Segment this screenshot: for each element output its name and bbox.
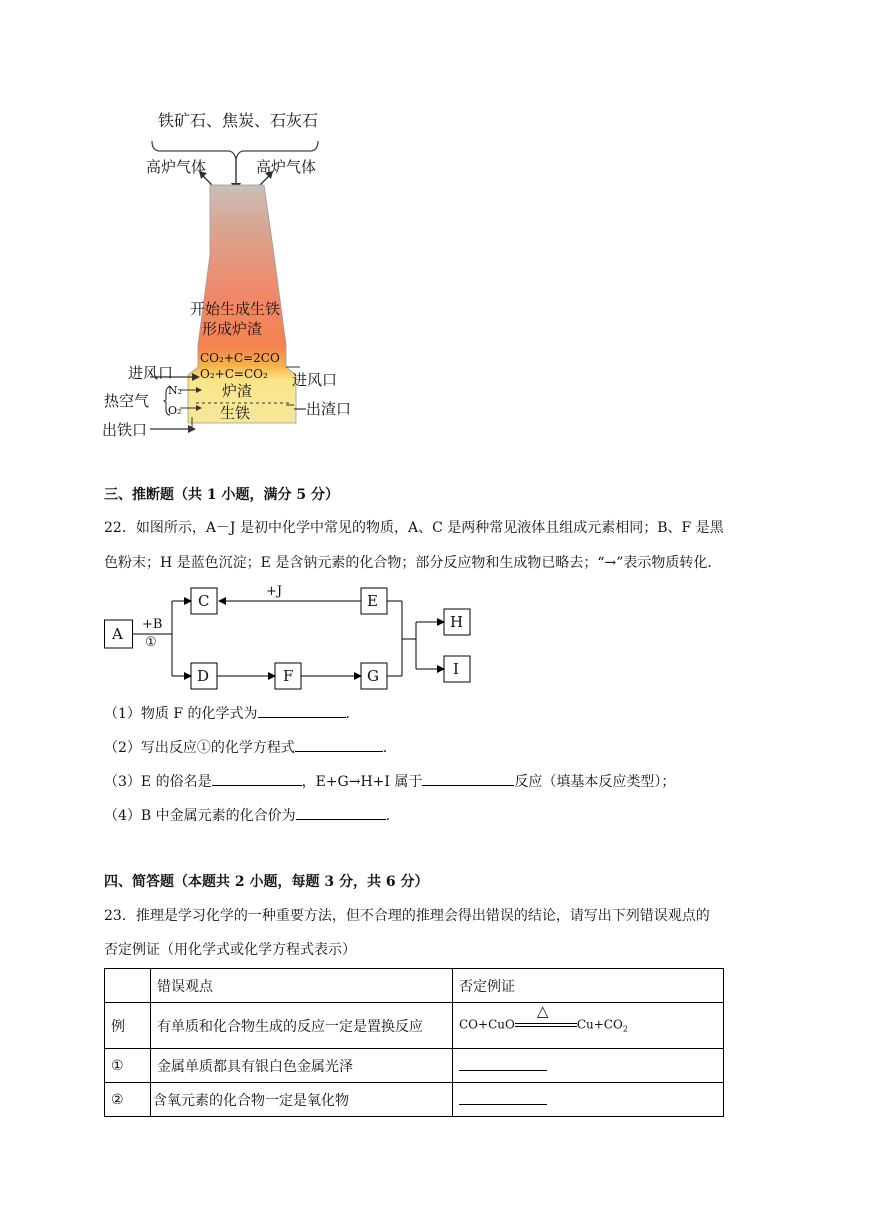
eq-left: CO+CuO — [459, 1017, 515, 1032]
q22-text-line1: 22．如图所示，A－J 是初中化学中常见的物质，A、C 是两种常见液体且组成元素相同；B、F 是黑 — [104, 520, 724, 536]
table-header-view: 错误观点 — [151, 969, 453, 1003]
row-label: ① — [105, 1049, 151, 1083]
table-row — [105, 1003, 724, 1049]
q22-sub4-end: ． — [385, 808, 400, 824]
q23-text-line1: 23．推理是学习化学的一种重要方法，但不合理的推理会得出错误的结论，请写出下列错误观点的 — [104, 908, 710, 924]
zone-iron-label: 开始生成生铁 — [190, 300, 281, 318]
section3-heading: 三、推断题（共 1 小题，满分 5 分） — [104, 487, 339, 503]
table-header-example: 否定例证 — [453, 969, 724, 1003]
hot-air-label: 热空气 — [104, 392, 150, 410]
node-g: G — [367, 667, 379, 685]
blast-furnace-figure — [100, 105, 360, 440]
o2-label: O₂ — [168, 404, 182, 417]
q22-sub3 — [104, 771, 675, 792]
row-view: 有单质和化合物生成的反应一定是置换反应 — [151, 1003, 453, 1049]
table-row — [105, 1049, 724, 1083]
zone-slag-label: 形成炉渣 — [202, 320, 263, 338]
eq-sign — [515, 1001, 577, 1032]
label-plus-j: +J — [266, 584, 283, 599]
answer-blank-row1[interactable] — [459, 1056, 547, 1071]
inference-diagram — [104, 582, 474, 692]
node-c: C — [198, 592, 210, 610]
reaction-2: O₂+C=CO₂ — [200, 367, 268, 381]
label-plus-b: +B — [142, 617, 163, 632]
node-d: D — [197, 667, 210, 685]
row-example-blank[interactable] — [453, 1049, 724, 1083]
row-example-equation — [453, 1003, 724, 1049]
node-i: I — [453, 660, 459, 678]
table-header-row — [105, 969, 724, 1003]
row-view: 含氧元素的化合物一定是氧化物 — [151, 1083, 453, 1117]
reaction-1: CO₂+C=2CO — [200, 351, 280, 365]
section4-heading: 四、简答题（本题共 2 小题，每题 3 分，共 6 分） — [104, 874, 429, 890]
slag-outlet-label: 出渣口 — [306, 400, 352, 418]
label-circle-1: ① — [145, 635, 157, 650]
inlet-right-label: 进风口 — [292, 371, 338, 389]
gas-left-label: 高炉气体 — [146, 158, 207, 176]
node-a: A — [112, 625, 123, 643]
furnace-inputs-label: 铁矿石、焦炭、石灰石 — [158, 111, 319, 130]
answer-blank-f[interactable] — [258, 703, 346, 718]
answer-blank-reaction-type[interactable] — [422, 771, 514, 786]
row-example-blank[interactable] — [453, 1083, 724, 1117]
q22-sub4-text: （4）B 中金属元素的化合价为 — [104, 808, 296, 824]
table-header-blank — [105, 969, 151, 1003]
heat-triangle-icon: △ — [536, 1001, 549, 1020]
q23-text-line2: 否定例证（用化学式或化学方程式表示） — [104, 942, 356, 958]
counterexample-table — [104, 968, 724, 1117]
q22-sub3-mid: ，E+G→H+I 属于 — [301, 774, 423, 790]
answer-blank-e-name[interactable] — [212, 771, 302, 786]
q22-sub3-end: 反应（填基本反应类型）； — [514, 774, 676, 790]
q22-text-line2: 色粉末；H 是蓝色沉淀；E 是含钠元素的化合物；部分反应物和生成物已略去；“→”表示物质转化． — [104, 555, 722, 571]
q22-sub2-text: （2）写出反应①的化学方程式 — [104, 740, 295, 756]
q22-sub2 — [104, 737, 397, 758]
iron-outlet-label: 出铁口 — [102, 421, 148, 439]
answer-blank-equation[interactable] — [295, 737, 383, 752]
q22-sub2-end: ． — [382, 740, 397, 756]
gas-right-label: 高炉气体 — [256, 158, 317, 176]
eq-right: Cu+CO — [576, 1017, 623, 1032]
eq-subscript: 2 — [622, 1024, 628, 1034]
node-e: E — [367, 592, 378, 610]
q22-sub1 — [104, 703, 360, 724]
inlet-left-label: 进风口 — [128, 364, 174, 382]
node-f: F — [283, 667, 294, 685]
node-h: H — [450, 613, 464, 631]
table-row — [105, 1083, 724, 1117]
row-label: 例 — [105, 1003, 151, 1049]
pig-iron-label: 生铁 — [220, 404, 251, 422]
answer-blank-valence[interactable] — [296, 805, 386, 820]
n2-label: N₂ — [168, 384, 183, 397]
q22-sub1-end: ． — [345, 706, 360, 722]
answer-blank-row2[interactable] — [459, 1090, 547, 1105]
row-label: ② — [105, 1083, 151, 1117]
row-view: 金属单质都具有银白色金属光泽 — [151, 1049, 453, 1083]
q22-sub3-text: （3）E 的俗名是 — [104, 774, 212, 790]
q22-sub4 — [104, 805, 400, 826]
q22-sub1-text: （1）物质 F 的化学式为 — [104, 706, 258, 722]
slag-label: 炉渣 — [222, 382, 253, 400]
